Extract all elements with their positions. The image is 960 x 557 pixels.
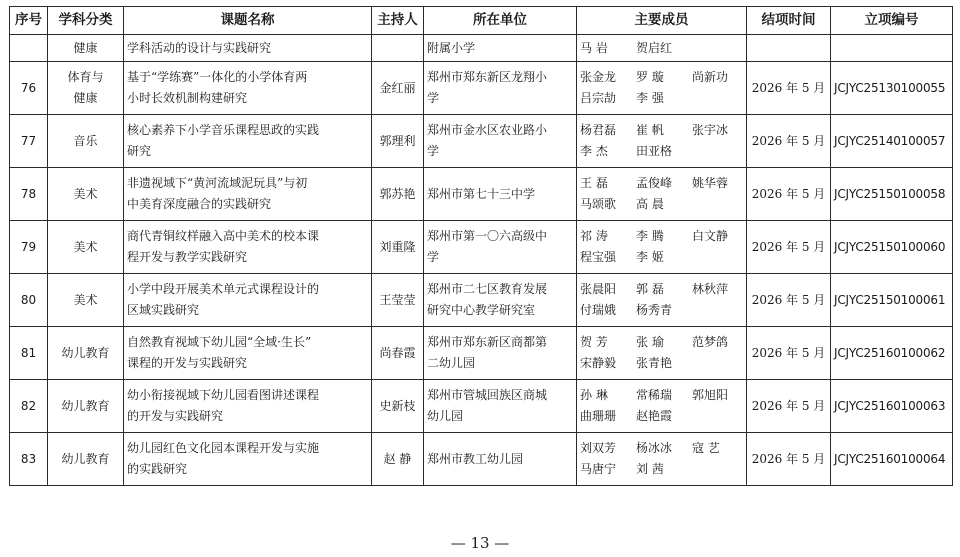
member-name: 王 磊	[580, 176, 608, 190]
cell-seq	[10, 35, 48, 62]
cell-date: 2026 年 5 月	[747, 168, 831, 221]
member-name: 林秋萍	[692, 282, 729, 296]
page-number: — 13 —	[450, 534, 510, 552]
members-line	[580, 173, 743, 194]
member-name: 高 晨	[636, 197, 664, 211]
members-line	[580, 120, 743, 141]
text-line: 幼儿教育	[61, 398, 110, 413]
cell-unit	[424, 115, 577, 168]
cell-code: JCJYC25160100063	[831, 380, 953, 433]
member-name: 付瑞娥	[580, 303, 617, 317]
table-row	[10, 433, 953, 486]
text-line: 幼小衔接视域下幼儿园看图讲述课程	[127, 388, 320, 402]
cell-members	[577, 115, 747, 168]
cell-date: 2026 年 5 月	[747, 380, 831, 433]
table-row	[10, 327, 953, 380]
member-name: 李 姬	[636, 250, 664, 264]
member-name: 孟俊峰	[636, 176, 673, 190]
text-line: 郑州市教工幼儿园	[427, 451, 524, 466]
members-line	[580, 332, 743, 353]
text-line: 音乐	[73, 133, 98, 148]
cell-seq: 83	[10, 433, 48, 486]
cell-seq: 77	[10, 115, 48, 168]
header-host: 主持人	[372, 7, 424, 35]
header-title: 课题名称	[124, 7, 372, 35]
text-line: 幼儿教育	[61, 451, 110, 466]
cell-members	[577, 62, 747, 115]
text-line: 郑州市郑东新区商都第	[427, 335, 548, 349]
member-name: 姚华蓉	[692, 176, 729, 190]
member-name: 祁 涛	[580, 229, 608, 243]
cell-category: 健康	[48, 35, 124, 62]
text-line: 中美育深度融合的实践研究	[127, 197, 272, 211]
cell-date: 2026 年 5 月	[747, 327, 831, 380]
text-line: 区域实践研究	[127, 303, 200, 317]
member-name: 寇 艺	[692, 441, 720, 455]
cell-members	[577, 327, 747, 380]
member-name: 李 腾	[636, 229, 664, 243]
table-row	[10, 62, 953, 115]
members-line	[580, 67, 743, 88]
cell-date: 2026 年 5 月	[747, 221, 831, 274]
text-line: 体育与	[67, 70, 104, 84]
text-line: 健康	[73, 91, 98, 105]
member-name: 贺启红	[636, 40, 673, 55]
cell-seq: 79	[10, 221, 48, 274]
cell-code: JCJYC25150100058	[831, 168, 953, 221]
cell-seq: 76	[10, 62, 48, 115]
cell-title	[124, 221, 372, 274]
member-name: 杨君磊	[580, 123, 617, 137]
cell-seq: 81	[10, 327, 48, 380]
cell-host: 郭苏艳	[372, 168, 424, 221]
cell-host: 史新枝	[372, 380, 424, 433]
table-row-continued	[10, 35, 953, 62]
cell-members	[577, 168, 747, 221]
header-unit: 所在单位	[424, 7, 577, 35]
member-name: 常稀瑞	[636, 388, 673, 402]
member-name: 程宝强	[580, 250, 617, 264]
text-line: 小时长效机制构建研究	[127, 91, 248, 105]
text-line: 幼儿园红色文化园本课程开发与实施	[127, 441, 320, 455]
text-line: 商代青铜纹样融入高中美术的校本课	[127, 229, 320, 243]
member-name: 白文静	[692, 229, 729, 243]
member-name: 罗 璇	[636, 70, 664, 84]
cell-seq: 78	[10, 168, 48, 221]
text-line: 小学中段开展美术单元式课程设计的	[127, 282, 320, 296]
member-name: 郭 磊	[636, 282, 664, 296]
member-name: 吕宗劼	[580, 91, 617, 105]
text-line: 幼儿教育	[61, 345, 110, 360]
member-name: 张青艳	[636, 356, 673, 370]
cell-category	[48, 168, 124, 221]
text-line: 学	[427, 144, 440, 158]
header-category: 学科分类	[48, 7, 124, 35]
cell-code: JCJYC25130100055	[831, 62, 953, 115]
cell-members	[577, 35, 747, 62]
cell-title	[124, 327, 372, 380]
cell-title	[124, 433, 372, 486]
cell-unit	[424, 327, 577, 380]
cell-date: 2026 年 5 月	[747, 115, 831, 168]
members-line	[580, 459, 743, 480]
cell-seq: 82	[10, 380, 48, 433]
cell-unit	[424, 221, 577, 274]
text-line: 二幼儿园	[427, 356, 476, 370]
member-name: 马颂歌	[580, 197, 617, 211]
text-line: 程开发与教学实践研究	[127, 250, 248, 264]
cell-category	[48, 274, 124, 327]
text-line: 的实践研究	[127, 462, 188, 476]
members-line	[580, 194, 743, 215]
member-name: 张金龙	[580, 70, 617, 84]
member-name: 尚新功	[692, 70, 729, 84]
cell-code: JCJYC25160100062	[831, 327, 953, 380]
cell-code: JCJYC25140100057	[831, 115, 953, 168]
cell-host	[372, 35, 424, 62]
members-line	[580, 406, 743, 427]
members-line	[580, 300, 743, 321]
table-row	[10, 115, 953, 168]
cell-date	[747, 35, 831, 62]
text-line: 课程的开发与实践研究	[127, 356, 248, 370]
text-line: 非遗视域下“黄河流域泥玩具”与初	[127, 176, 308, 190]
text-line: 幼儿园	[427, 409, 464, 423]
cell-category	[48, 433, 124, 486]
cell-host: 刘重隆	[372, 221, 424, 274]
member-name: 宋静毅	[580, 356, 617, 370]
cell-unit	[424, 168, 577, 221]
table-row	[10, 168, 953, 221]
member-name: 曲珊珊	[580, 409, 617, 423]
member-name: 杨秀青	[636, 303, 673, 317]
member-name: 马唐宁	[580, 462, 617, 476]
cell-unit: 附属小学	[424, 35, 577, 62]
cell-code	[831, 35, 953, 62]
header-date: 结项时间	[747, 7, 831, 35]
table-row	[10, 274, 953, 327]
text-line: 郑州市郑东新区龙翔小	[427, 70, 548, 84]
cell-category	[48, 327, 124, 380]
cell-members	[577, 274, 747, 327]
member-name: 李 强	[636, 91, 664, 105]
member-name: 李 杰	[580, 144, 608, 158]
members-line	[580, 141, 743, 162]
text-line: 美术	[73, 186, 98, 201]
member-name: 张宇冰	[692, 123, 729, 137]
cell-members	[577, 221, 747, 274]
text-line: 美术	[73, 239, 98, 254]
members-line	[580, 279, 743, 300]
text-line: 研究	[127, 144, 152, 158]
cell-host: 郭理利	[372, 115, 424, 168]
cell-unit	[424, 433, 577, 486]
member-name: 杨冰冰	[636, 441, 673, 455]
cell-title	[124, 168, 372, 221]
member-name: 赵艳霞	[636, 409, 673, 423]
member-name: 张 瑜	[636, 335, 664, 349]
cell-code: JCJYC25150100060	[831, 221, 953, 274]
cell-category	[48, 380, 124, 433]
members-line	[580, 353, 743, 374]
text-line: 基于“学练赛”一体化的小学体育两	[127, 70, 308, 84]
cell-title	[124, 62, 372, 115]
member-name: 孙 琳	[580, 388, 608, 402]
cell-title	[124, 274, 372, 327]
cell-category	[48, 221, 124, 274]
header-seq: 序号	[10, 7, 48, 35]
members-line	[580, 247, 743, 268]
text-line: 郑州市金水区农业路小	[427, 123, 548, 137]
members-line	[580, 438, 743, 459]
cell-code: JCJYC25150100061	[831, 274, 953, 327]
cell-host: 金红丽	[372, 62, 424, 115]
cell-title	[124, 380, 372, 433]
member-name: 崔 帆	[636, 123, 664, 137]
text-line: 的开发与实践研究	[127, 409, 224, 423]
cell-date: 2026 年 5 月	[747, 274, 831, 327]
text-line: 美术	[73, 292, 98, 307]
cell-unit	[424, 274, 577, 327]
text-line: 学	[427, 250, 440, 264]
table-row	[10, 380, 953, 433]
member-name: 刘双芳	[580, 441, 617, 455]
member-name: 田亚格	[636, 144, 673, 158]
cell-title: 学科活动的设计与实践研究	[124, 35, 372, 62]
members-line	[580, 88, 743, 109]
members-line	[580, 226, 743, 247]
table-row	[10, 221, 953, 274]
cell-unit	[424, 62, 577, 115]
text-line: 学	[427, 91, 440, 105]
member-name: 张晨阳	[580, 282, 617, 296]
cell-code: JCJYC25160100064	[831, 433, 953, 486]
cell-date: 2026 年 5 月	[747, 62, 831, 115]
text-line: 郑州市管城回族区商城	[427, 388, 548, 402]
cell-host: 王莹莹	[372, 274, 424, 327]
cell-unit	[424, 380, 577, 433]
member-name: 马 岩	[580, 40, 608, 55]
project-table	[9, 6, 953, 486]
member-name: 郭旭阳	[692, 388, 729, 402]
text-line: 核心素养下小学音乐课程思政的实践	[127, 123, 320, 137]
text-line: 郑州市第一〇六高级中	[427, 229, 548, 243]
member-name: 刘 茜	[636, 462, 664, 476]
header-members: 主要成员	[577, 7, 747, 35]
text-line: 研究中心教学研究室	[427, 303, 536, 317]
cell-host: 尚春霞	[372, 327, 424, 380]
cell-title	[124, 115, 372, 168]
cell-category	[48, 62, 124, 115]
text-line: 郑州市第七十三中学	[427, 186, 536, 201]
header-row	[10, 7, 953, 35]
cell-date: 2026 年 5 月	[747, 433, 831, 486]
members-line	[580, 385, 743, 406]
text-line: 自然教育视域下幼儿园“全域·生长”	[127, 335, 312, 349]
member-name: 贺 芳	[580, 335, 608, 349]
header-code: 立项编号	[831, 7, 953, 35]
cell-seq: 80	[10, 274, 48, 327]
cell-category	[48, 115, 124, 168]
text-line: 郑州市二七区教育发展	[427, 282, 548, 296]
cell-host: 赵 静	[372, 433, 424, 486]
cell-members	[577, 433, 747, 486]
member-name: 范梦鸽	[692, 335, 729, 349]
members-line	[580, 38, 743, 59]
cell-members	[577, 380, 747, 433]
